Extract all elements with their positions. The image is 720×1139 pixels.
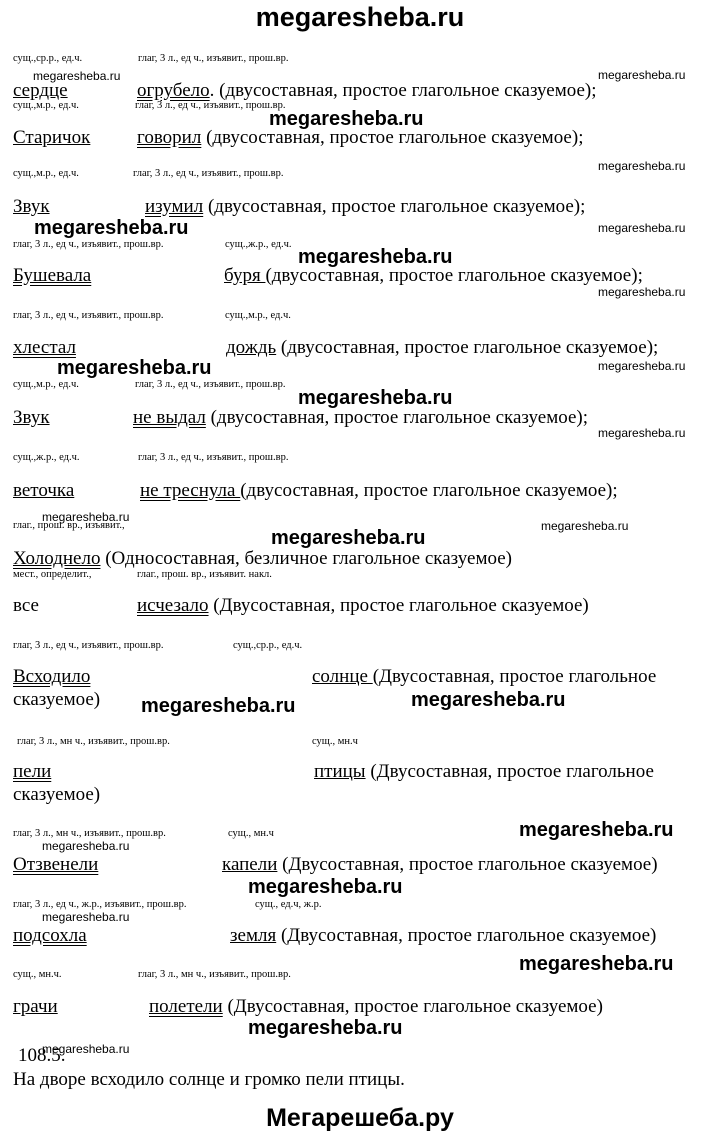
sentence-line	[230, 926, 656, 945]
sentence-line	[133, 408, 588, 427]
annotation-noun: сущ.,м.р., ед.ч.	[225, 310, 291, 321]
subject-word: буря	[224, 265, 266, 286]
sentence-line	[145, 197, 585, 216]
sentence-description: (двусоставная, простое глагольное сказуемое);	[240, 480, 618, 501]
annotation-noun: сущ.,м.р., ед.ч.	[13, 379, 79, 390]
annotation-noun: сущ., ед.ч, ж.р.	[255, 899, 322, 910]
subject-word: Звук	[13, 407, 50, 428]
watermark-large: megaresheba.ru	[269, 108, 424, 130]
watermark-small: megaresheba.ru	[598, 221, 686, 235]
predicate-word: Холоднело	[13, 548, 101, 569]
annotation-noun: сущ., мн.ч	[228, 828, 274, 839]
watermark-small: megaresheba.ru	[598, 159, 686, 173]
watermark-large: megaresheba.ru	[34, 217, 189, 239]
subject-word: Старичок	[13, 127, 91, 148]
predicate-word: полетели	[149, 996, 223, 1017]
predicate-word: Отзвенели	[13, 854, 99, 875]
subject-word: все	[13, 595, 39, 616]
annotation-verb: глаг, 3 л., мн ч., изъявит., прош.вр.	[13, 828, 166, 839]
predicate-word: Бушевала	[13, 265, 92, 286]
subject-word: веточка	[13, 480, 75, 501]
sentence-description: (Двусоставная, простое глагольное сказуемое)	[222, 996, 603, 1017]
sentence-description: (Односоставная, безличное глагольное сказуемое)	[100, 548, 512, 569]
annotation-verb: глаг, 3 л., мн ч., изъявит., прош.вр.	[138, 969, 291, 980]
subject-word: птицы	[314, 761, 366, 782]
sentence-description: (Двусоставная, простое глагольное	[365, 761, 654, 782]
sentence-description: (двусоставная, простое глагольное сказуемое);	[203, 196, 586, 217]
watermark-small: megaresheba.ru	[598, 68, 686, 82]
subject-word: сердце	[13, 80, 68, 101]
watermark-large: megaresheba.ru	[298, 246, 453, 268]
subject-word: грачи	[13, 996, 58, 1017]
watermark-small: megaresheba.ru	[33, 69, 121, 83]
annotation-noun: сущ.,м.р., ед.ч.	[13, 100, 79, 111]
annotation-verb: глаг, 3 л., ед ч., изъявит., прош.вр.	[138, 452, 289, 463]
sentence-description: (Двусоставная, простое глагольное сказуемое)	[276, 925, 657, 946]
sentence-line	[137, 81, 597, 100]
sentence-line	[314, 762, 654, 781]
predicate-word: не треснула	[140, 480, 241, 501]
predicate-word: пели	[13, 761, 52, 782]
sentence-description: (двусоставная, простое глагольное сказуемое);	[265, 265, 643, 286]
watermark-small: megaresheba.ru	[42, 910, 130, 924]
sentence-line	[149, 997, 603, 1016]
sentence-description: . (двусоставная, простое глагольное сказуемое);	[209, 80, 597, 101]
predicate-word: изумил	[145, 196, 204, 217]
annotation-noun: сущ.,ср.р., ед.ч.	[13, 53, 83, 64]
predicate-word: подсохла	[13, 925, 87, 946]
annotation-noun: сущ.,ж.р., ед.ч.	[13, 452, 80, 463]
predicate-word: огрубело	[137, 80, 210, 101]
watermark-large: megaresheba.ru	[271, 527, 426, 549]
watermark-large: megaresheba.ru	[519, 953, 674, 975]
subject-word: Звук	[13, 196, 50, 217]
predicate-word: исчезало	[137, 595, 209, 616]
sentence-description: (двусоставная, простое глагольное сказуемое);	[201, 127, 584, 148]
sentence-line	[13, 549, 512, 568]
annotation-verb: глаг, 3 л., ед ч., изъявит., прош.вр.	[13, 310, 164, 321]
sentence-description: (Двусоставная, простое глагольное сказуемое)	[208, 595, 589, 616]
annotation-pronoun: мест., определит.,	[13, 569, 92, 580]
watermark-small: megaresheba.ru	[42, 1042, 130, 1056]
sentence-line	[222, 855, 658, 874]
watermark-small: megaresheba.ru	[42, 839, 130, 853]
predicate-word: говорил	[137, 127, 202, 148]
watermark-large: megaresheba.ru	[248, 1017, 403, 1039]
annotation-noun: сущ.,ж.р., ед.ч.	[225, 239, 292, 250]
sentence-description: (Двусоставная, простое глагольное	[372, 666, 657, 687]
watermark-large: megaresheba.ru	[57, 357, 212, 379]
sentence-description: (Двусоставная, простое глагольное сказуемое)	[277, 854, 658, 875]
watermark-large: megaresheba.ru	[248, 876, 403, 898]
watermark-large: megaresheba.ru	[141, 695, 296, 717]
annotation-verb: глаг, 3 л., ед ч., изъявит., прош.вр.	[135, 100, 286, 111]
watermark-large: megaresheba.ru	[411, 689, 566, 711]
annotation-verb: глаг, 3 л., ед ч., изъявит., прош.вр.	[138, 53, 289, 64]
annotation-noun: сущ., мн.ч	[312, 736, 358, 747]
annotation-noun: сущ., мн.ч.	[13, 969, 62, 980]
sentence-description: (двусоставная, простое глагольное сказуемое);	[205, 407, 589, 428]
predicate-word: Всходило	[13, 666, 91, 687]
watermark-small: megaresheba.ru	[598, 359, 686, 373]
sentence-line	[224, 266, 643, 285]
exercise-text: На дворе всходило солнце и громко пели птицы.	[13, 1069, 405, 1090]
subject-word: капели	[222, 854, 278, 875]
sentence-line	[226, 338, 658, 357]
predicate-word: не выдал	[133, 407, 206, 428]
sentence-line	[140, 481, 618, 500]
exercise-number: 108.5.	[18, 1045, 66, 1066]
watermark-large: megaresheba.ru	[519, 819, 674, 841]
annotation-verb: глаг, 3 л., ед ч., изъявит., прош.вр.	[13, 640, 164, 651]
sentence-line	[137, 596, 589, 615]
footer-brand: Мегарешеба.ру	[266, 1104, 454, 1132]
watermark-small: megaresheba.ru	[541, 519, 629, 533]
watermark-small: megaresheba.ru	[598, 285, 686, 299]
watermark-small: megaresheba.ru	[598, 426, 686, 440]
sentence-line	[312, 667, 656, 686]
site-title: megaresheba.ru	[255, 2, 465, 32]
annotation-verb: глаг, 3 л., мн ч., изъявит., прош.вр.	[17, 736, 170, 747]
annotation-verb: глаг, 3 л., ед ч., изъявит., прош.вр.	[135, 379, 286, 390]
annotation-noun: сущ.,м.р., ед.ч.	[13, 168, 79, 179]
annotation-verb: глаг, 3 л., ед ч., изъявит., прош.вр.	[133, 168, 284, 179]
sentence-description: (двусоставная, простое глагольное сказуемое);	[276, 337, 659, 358]
subject-word: земля	[230, 925, 277, 946]
sentence-continuation: сказуемое)	[13, 689, 101, 710]
sentence-continuation: сказуемое)	[13, 784, 101, 805]
predicate-word: хлестал	[13, 337, 76, 358]
annotation-verb: глаг, 3 л., ед ч., ж.р., изъявит., прош.вр.	[13, 899, 187, 910]
annotation-verb: глаг., прош. вр., изъявит.,	[13, 520, 125, 531]
annotation-noun: сущ.,ср.р., ед.ч.	[233, 640, 303, 651]
subject-word: дождь	[226, 337, 277, 358]
annotation-verb: глаг, 3 л., ед ч., изъявит., прош.вр.	[13, 239, 164, 250]
annotation-verb: глаг., прош. вр., изъявит. накл.	[137, 569, 272, 580]
subject-word: солнце	[312, 666, 373, 687]
watermark-large: megaresheba.ru	[298, 387, 453, 409]
sentence-line	[137, 128, 583, 147]
watermark-small: megaresheba.ru	[42, 510, 130, 524]
